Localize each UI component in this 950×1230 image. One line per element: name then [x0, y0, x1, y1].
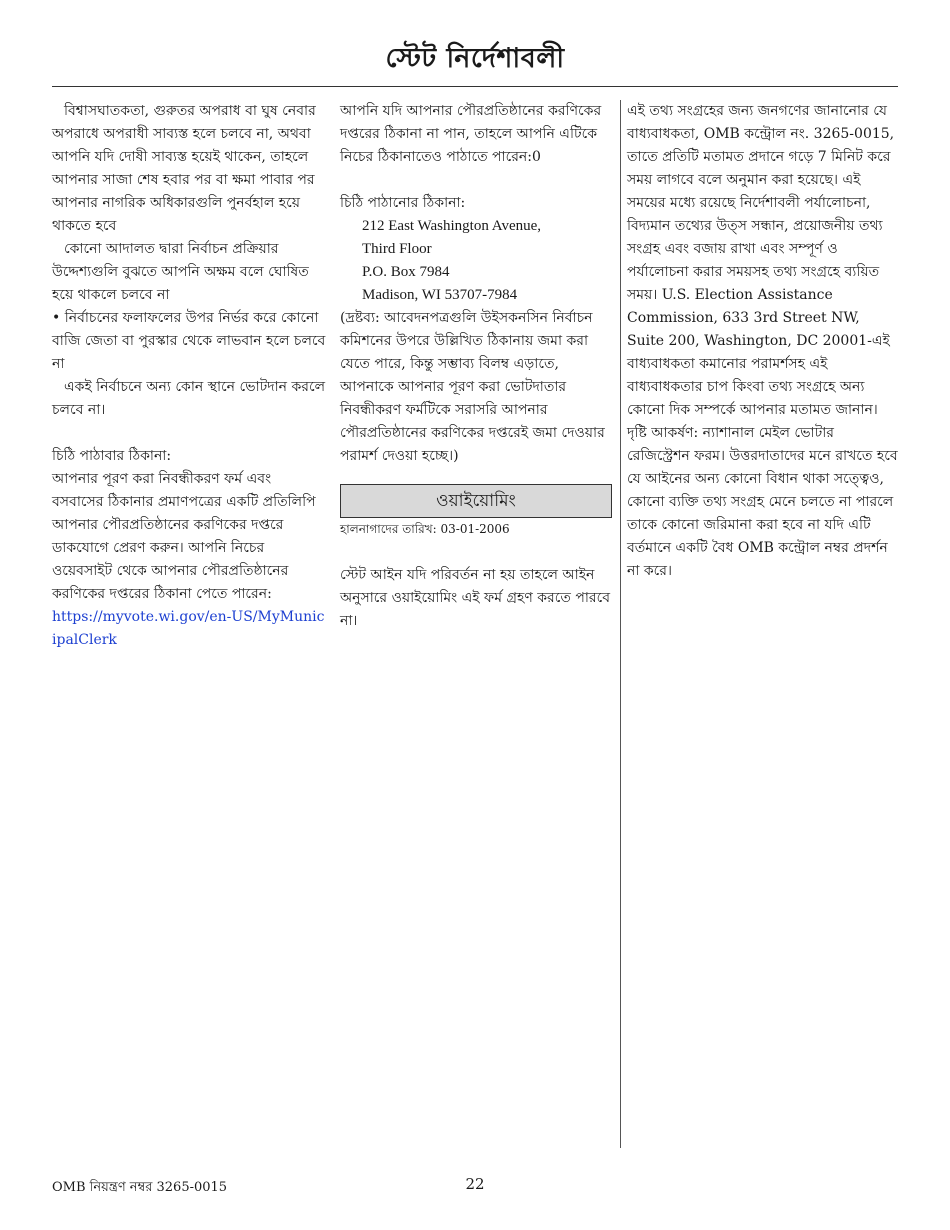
- eligibility-vote-elsewhere-text: একই নির্বাচনে অন্য কোন স্থানে ভোটদান করলে চলবে না।: [52, 379, 326, 418]
- eligibility-court-text: কোনো আদালত দ্বারা নির্বাচন প্রক্রিয়ার উদ্দেশ্যগুলি বুঝতে আপনি অক্ষম বলে ঘোষিত হয়ে থাকলে চলবে না: [52, 241, 309, 303]
- address-line: Third Floor: [362, 241, 432, 257]
- municipal-clerk-link[interactable]: https://myvote.wi.gov/en-US/MyMunicipalClerk: [52, 609, 325, 648]
- column-middle: [340, 100, 612, 633]
- column-divider: [620, 100, 621, 1148]
- eligibility-felony-text: বিশ্বাসঘাতকতা, গুরুতর অপরাধ বা ঘুষ নেবার অপরাধে অপরাধী সাব্যস্ত হলে চলবে না, অথবা আপনি যদি দোষী সাব্যস্ত হয়েই থাকেন, তাহলে আপনার সাজা শেষ হবার পর বা ক্ষমা পাবার পর আপনার নাগরিক অধিকারগুলি পুনর্বহাল হয়ে থাকতে হবে: [52, 103, 316, 234]
- page-number: 22: [465, 1175, 485, 1193]
- eligibility-wager-text: • নির্বাচনের ফলাফলের উপর নির্ভর করে কোনো বাজি জেতা বা পুরস্কার থেকে লাভবান হলে চলবে না: [52, 310, 326, 372]
- address-line: 212 East Washington Avenue,: [362, 218, 542, 234]
- address-heading: চিঠি পাঠানোর ঠিকানা:: [340, 195, 466, 211]
- address-line: P.O. Box 7984: [362, 264, 450, 280]
- column-left: [52, 100, 327, 652]
- address-line: Madison, WI 53707-7984: [362, 287, 518, 303]
- submission-note: (দ্রষ্টব্য: আবেদনপত্রগুলি উইসকনসিন নির্বাচন কমিশনের উপরে উল্লিখিত ঠিকানায় জমা করা যেতে পারে, কিন্তু সম্ভাব্য বিলম্ব এড়াতে, আপনাকে আপনার পূরণ করা ভোটদাতার নিবন্ধীকরণ ফর্মটিকে সরাসরি আপনার পৌরপ্রতিষ্ঠানের করণিকের দপ্তরেই জমা দেওয়ার পরামর্শ দেওয়া হচ্ছে।): [340, 310, 605, 464]
- column-right: [627, 100, 899, 583]
- mail-heading: চিঠি পাঠাবার ঠিকানা:: [52, 448, 172, 464]
- mail-instructions: আপনার পূরণ করা নিবন্ধীকরণ ফর্ম এবং বসবাসের ঠিকানার প্রমাণপত্রের একটি প্রতিলিপি আপনার পৌরপ্রতিষ্ঠানের করণিকের দপ্তরে ডাকযোগে প্রেরণ করুন। আপনি নিচের ওয়েবসাইট থেকে আপনার পৌরপ্রতিষ্ঠানের করণিকের দপ্তরের ঠিকানা পেতে পারেন:: [52, 471, 316, 602]
- state-heading-wyoming: ওয়াইয়োমিং: [340, 484, 612, 518]
- wyoming-state-text: স্টেট আইন যদি পরিবর্তন না হয় তাহলে আইন অনুসারে ওয়াইয়োমিং এই ফর্ম গ্রহণ করতে পারবে না।: [340, 567, 610, 629]
- omb-control-number: OMB নিয়ন্ত্রণ নম্বর 3265-0015: [52, 1180, 228, 1195]
- alt-address-text: আপনি যদি আপনার পৌরপ্রতিষ্ঠানের করণিকের দপ্তরের ঠিকানা না পান, তাহলে আপনি এটিকে নিচের ঠিকানাতেও পাঠাতে পারেন:0: [340, 103, 602, 165]
- page-title: স্টেট নির্দেশাবলী: [385, 43, 565, 74]
- updated-date: হালনাগাদের তারিখ: 03-01-2006: [340, 522, 510, 536]
- title-divider: [52, 86, 898, 87]
- paperwork-burden-text: এই তথ্য সংগ্রহের জন্য জনগণের জানানোর যে বাধ্যবাধকতা, OMB কন্ট্রোল নং. 3265-0015, তাতে প্রতিটি মতামত প্রদানে গড়ে 7 মিনিট করে সময় লাগবে বলে অনুমান করা হয়েছে। এই সময়ের মধ্যে রয়েছে নির্দেশাবলী পর্যালোচনা, বিদ্যমান তথ্যের উত্স সন্ধান, প্রয়োজনীয় তথ্য সংগ্রহ এবং বজায় রাখা এবং সম্পূর্ণ ও পর্যালোচনা করার সময়সহ তথ্য সংগ্রহে ব্যয়িত সময়। U.S. Election Assistance Commission, 633 3rd Street NW, Suite 200, Washington, DC 20001-এই বাধ্যবাধকতা কমানোর পরামর্শসহ এই বাধ্যবাধকতার চাপ কিংবা তথ্য সংগ্রহে অন্য কোনো দিক সম্পর্কে আপনার মতামত জানান। দৃষ্টি আকর্ষণ: ন্যাশানাল মেইল ভোটার রেজিস্ট্রেশন ফরম। উত্তরদাতাদের মনে রাখতে হবে যে আইনের অন্য কোনো বিধান থাকা সত্ত্বেও, কোনো ব্যক্তি তথ্য সংগ্রহ মেনে চলতে না পারলে তাকে কোনো জরিমানা করা হবে না যদি এটি বর্তমানে একটি বৈধ OMB কন্ট্রোল নম্বর প্রদর্শন না করে।: [627, 103, 898, 579]
